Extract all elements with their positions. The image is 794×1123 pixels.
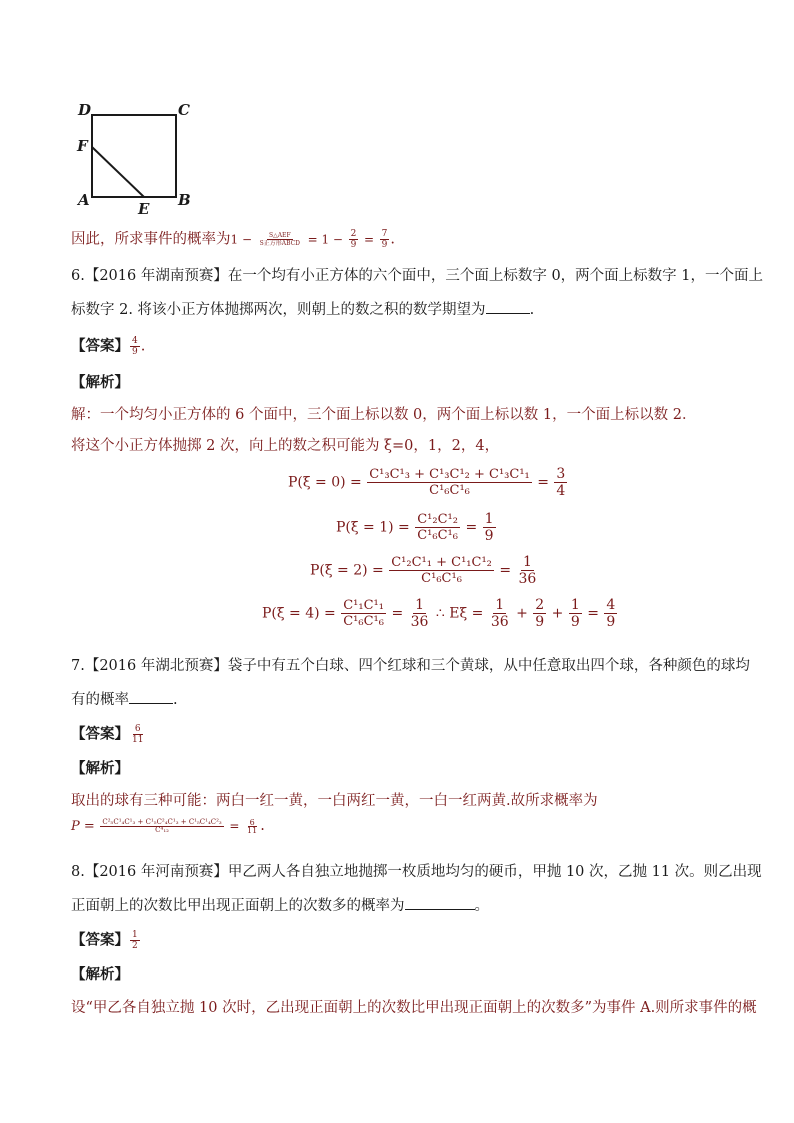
fraction-numerator: 1 xyxy=(415,597,424,613)
expectation-term-1 xyxy=(489,597,511,630)
fraction-denominator: 2 xyxy=(132,941,138,951)
eq-fraction xyxy=(415,512,460,543)
q6-answer xyxy=(71,336,145,357)
plus-sign: + xyxy=(551,605,564,622)
q6-line2-end: . xyxy=(529,302,535,318)
eq-equals: = xyxy=(499,562,512,579)
eq-result-fraction xyxy=(409,597,431,630)
q6-answer-fraction xyxy=(130,336,140,357)
fraction-numerator: 1 xyxy=(522,554,532,570)
eq-equals: = xyxy=(537,474,549,491)
q7-answer-label: 【答案】 xyxy=(71,725,129,743)
q6-answer-blank xyxy=(486,299,530,314)
fraction-denominator: 36 xyxy=(490,614,509,630)
fraction-denominator: C⁴₁₂ xyxy=(155,825,169,834)
fraction-denominator: 9 xyxy=(570,614,580,630)
fraction-numerator: 4 xyxy=(606,597,616,613)
fraction-denominator: 9 xyxy=(484,528,494,544)
q6-eq-xi-4 xyxy=(262,597,618,630)
eq-fraction xyxy=(389,555,494,586)
fraction-denominator: 36 xyxy=(410,614,429,630)
expectation-term-3 xyxy=(569,597,582,630)
fraction-numerator: 1 xyxy=(484,511,494,527)
q7-answer-fraction xyxy=(130,724,145,745)
fraction-numerator: C¹₃C¹₃ + C¹₃C¹₂ + C¹₃C¹₁ xyxy=(369,467,530,482)
conclusion-fraction-2-9 xyxy=(349,229,359,250)
conclusion-text: 因此，所求事件的概率为 xyxy=(71,231,231,248)
eq-fraction xyxy=(341,598,386,629)
eq-lhs: P(ξ = 4) = xyxy=(262,605,336,622)
fraction-denominator: 9 xyxy=(606,614,616,630)
fraction-numerator: 6 xyxy=(249,817,255,827)
fraction-numerator: C¹₁C¹₁ xyxy=(343,598,384,613)
q7-answer-blank xyxy=(129,689,173,704)
label-D: D xyxy=(78,101,92,119)
q6-answer-end: . xyxy=(140,338,146,355)
p-fraction xyxy=(100,819,223,834)
expectation-result xyxy=(604,597,617,630)
label-E: E xyxy=(138,200,150,218)
q6-analysis-label: 【解析】 xyxy=(71,374,129,391)
conclusion-expr-prefix: 1 − xyxy=(230,232,253,247)
q7-line1: 7.【2016 年湖北预赛】袋子中有五个白球、四个红球和三个黄球，从中任意取出四个球，各种颜色的球均 xyxy=(71,658,750,674)
conclusion-end: . xyxy=(390,231,395,248)
q8-line2-text: 正面朝上的次数比甲出现正面朝上的次数多的概率为 xyxy=(71,898,405,914)
eq-lhs: P(ξ = 1) = xyxy=(336,519,410,536)
q8-analysis-label: 【解析】 xyxy=(71,966,129,983)
fraction-denominator: 9 xyxy=(535,614,545,630)
fraction-numerator: 1 xyxy=(495,597,505,613)
eq-fraction xyxy=(367,467,532,498)
fraction-numerator: 2 xyxy=(350,229,357,239)
q7-solution-1: 取出的球有三种可能：两白一红一黄，一白两红一黄，一白一红两黄.故所求概率为 xyxy=(71,793,598,809)
eq-equals: = xyxy=(391,605,404,622)
p-lhs: P = xyxy=(71,819,95,834)
conclusion-area-fraction xyxy=(258,232,302,247)
fraction-numerator: C¹₂C¹₂ xyxy=(417,512,458,527)
fraction-numerator: 7 xyxy=(381,229,388,239)
q6-line1: 6.【2016 年湖南预赛】在一个均有小正方体的六个面中，三个面上标数字 0，两个面上标数字 1，一个面上 xyxy=(71,268,764,284)
p-equals: = xyxy=(229,819,240,833)
fraction-denominator: 9 xyxy=(132,347,138,357)
fraction-numerator: 1 xyxy=(570,597,580,613)
fraction-denominator: 9 xyxy=(381,240,388,250)
fraction-numerator: C¹₂C¹₁ + C¹₁C¹₂ xyxy=(391,555,492,570)
q7-analysis-label: 【解析】 xyxy=(71,760,129,777)
eq-equals: = xyxy=(587,605,599,622)
q7-line2-end: . xyxy=(173,692,178,708)
q7-answer xyxy=(71,724,146,745)
q6-solution-1: 解：一个均匀小正方体的 6 个面中，三个面上标以数 0，两个面上标以数 1，一个面上标以数 2． xyxy=(71,407,697,423)
label-C: C xyxy=(178,101,190,119)
p-end: . xyxy=(260,818,265,834)
fraction-numerator: C²₅C¹₄C¹₃ + C¹₅C²₄C¹₃ + C¹₅C¹₄C²₃ xyxy=(102,817,222,826)
q8-line1: 8.【2016 年河南预赛】甲乙两人各自独立地抛掷一枚质地均匀的硬币，甲抛 10 次，乙抛 11 次。则乙出现 xyxy=(71,864,762,880)
q6-eq-xi-1 xyxy=(336,511,497,544)
q8-answer-blank xyxy=(405,895,475,910)
fraction-numerator: 6 xyxy=(134,724,141,734)
q6-answer-label: 【答案】 xyxy=(71,337,129,355)
conclusion-expr-mid: = 1 − xyxy=(307,232,343,247)
fraction-denominator: 9 xyxy=(350,240,357,250)
conclusion-line xyxy=(71,229,395,250)
q6-solution-2: 将这个小正方体抛掷 2 次，向上的数之积可能为 ξ=0，1，2，4， xyxy=(71,438,500,454)
eq-result-fraction xyxy=(517,554,539,587)
fraction-denominator: C¹₆C¹₆ xyxy=(421,571,462,586)
q7-probability xyxy=(71,816,265,837)
label-F: F xyxy=(77,137,88,155)
fraction-numerator: 4 xyxy=(132,336,138,346)
eq-lhs: P(ξ = 2) = xyxy=(310,562,384,579)
q6-line2-text: 标数字 2. 将该小正方体抛掷两次，则朝上的数之积的数学期望为 xyxy=(71,302,486,318)
q8-answer xyxy=(71,930,141,951)
q8-line2-end: 。 xyxy=(474,898,489,914)
eq-result-fraction xyxy=(483,511,496,544)
label-B: B xyxy=(178,191,191,209)
expectation-lhs: ∴ Eξ = xyxy=(435,605,484,622)
expectation-term-2 xyxy=(533,597,546,630)
area-numerator: S△AEF xyxy=(269,232,291,239)
q7-line2 xyxy=(71,689,178,710)
fraction-denominator: C¹₆C¹₆ xyxy=(343,614,384,629)
area-denominator: S正方形ABCD xyxy=(259,240,300,247)
q6-eq-xi-2 xyxy=(310,554,539,587)
conclusion-equals: = xyxy=(363,232,374,247)
q8-answer-label: 【答案】 xyxy=(71,931,129,949)
q8-solution-1: 设“甲乙各自独立抛 10 次时，乙出现正面朝上的次数比甲出现正面朝上的次数多”为事件 A.则所求事件的概 xyxy=(71,1000,757,1016)
eq-equals: = xyxy=(465,519,478,536)
fraction-denominator: C¹₆C¹₆ xyxy=(429,483,470,498)
q8-line2 xyxy=(71,895,489,916)
q8-answer-fraction xyxy=(130,930,140,951)
fraction-denominator: 36 xyxy=(518,571,537,587)
q7-line2-text: 有的概率 xyxy=(71,692,129,708)
p-result-fraction xyxy=(245,819,259,834)
square-figure xyxy=(70,95,200,220)
q6-eq-xi-0 xyxy=(288,466,568,499)
plus-sign: + xyxy=(516,605,528,622)
fraction-numerator: 2 xyxy=(535,597,545,613)
fraction-denominator: 11 xyxy=(247,825,258,835)
eq-lhs: P(ξ = 0) = xyxy=(288,474,362,491)
label-A: A xyxy=(78,191,90,209)
q6-line2 xyxy=(71,299,534,320)
fraction-denominator: 11 xyxy=(132,735,144,745)
fraction-numerator: 1 xyxy=(132,930,138,940)
fraction-denominator: C¹₆C¹₆ xyxy=(417,528,458,543)
eq-result-fraction xyxy=(554,466,567,499)
fraction-denominator: 4 xyxy=(556,483,566,499)
fraction-numerator: 3 xyxy=(556,466,566,482)
conclusion-fraction-7-9 xyxy=(380,229,390,250)
